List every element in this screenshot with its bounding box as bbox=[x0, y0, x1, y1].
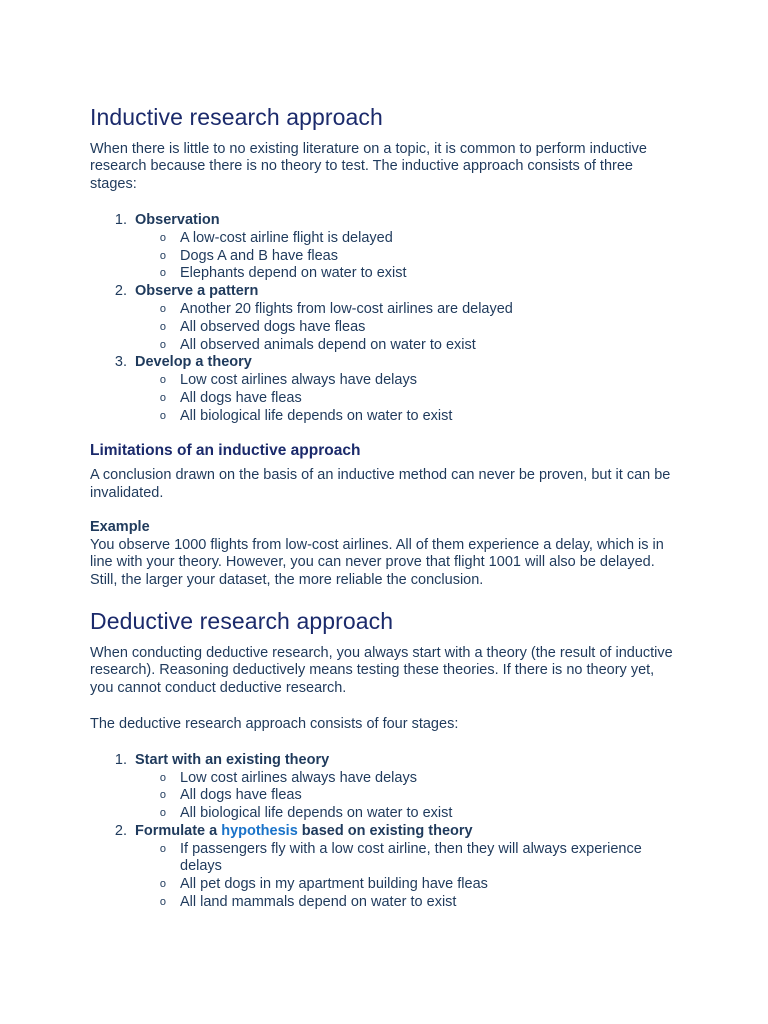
stage-number: 1. bbox=[114, 751, 127, 768]
circle-bullet-icon: o bbox=[159, 267, 166, 280]
stage-number: 3. bbox=[114, 354, 127, 371]
list-item: o All observed animals depend on water to exist bbox=[90, 337, 678, 355]
inductive-intro: When there is little to no existing literature on a topic, it is common to perform inductive research because there is no theory to test. The inductive approach consists of three stages: bbox=[90, 140, 647, 193]
list-item: o A low-cost airline flight is delayed bbox=[90, 230, 678, 248]
circle-bullet-icon: o bbox=[159, 807, 166, 820]
list-item: o All pet dogs in my apartment building have fleas bbox=[90, 876, 678, 894]
circle-bullet-icon: o bbox=[159, 320, 166, 333]
stage-label: Observation bbox=[135, 211, 220, 228]
list-item: o All dogs have fleas bbox=[90, 787, 678, 805]
stage-number: 1. bbox=[114, 211, 127, 228]
section-title-inductive: Inductive research approach bbox=[90, 104, 383, 130]
circle-bullet-icon: o bbox=[159, 249, 166, 262]
circle-bullet-icon: o bbox=[159, 338, 166, 351]
list-item: o All land mammals depend on water to exist bbox=[90, 894, 678, 912]
list-item: o Low cost airlines always have delays bbox=[90, 372, 678, 390]
hypothesis-link[interactable]: hypothesis bbox=[221, 822, 298, 839]
deductive-intro: When conducting deductive research, you always start with a theory (the result of inductive research). Reasoning deductively means testing these theories. If there is no theory yet, you cannot conduct deductive research. bbox=[90, 644, 673, 697]
stage-label: Start with an existing theory bbox=[135, 751, 330, 768]
deductive-stages-list bbox=[90, 752, 678, 912]
list-item bbox=[90, 354, 678, 425]
list-item: o Another 20 flights from low-cost airlines are delayed bbox=[90, 301, 678, 319]
example-heading: Example bbox=[90, 518, 150, 535]
list-item: o Elephants depend on water to exist bbox=[90, 265, 678, 283]
list-item bbox=[90, 823, 678, 912]
section-title-deductive: Deductive research approach bbox=[90, 607, 394, 634]
circle-bullet-icon: o bbox=[159, 374, 166, 387]
circle-bullet-icon: o bbox=[159, 409, 166, 422]
list-item: o All biological life depends on water to exist bbox=[90, 408, 678, 426]
list-item bbox=[90, 283, 678, 354]
circle-bullet-icon: o bbox=[159, 896, 166, 909]
circle-bullet-icon: o bbox=[159, 771, 166, 784]
list-item: o Dogs A and B have fleas bbox=[90, 248, 678, 266]
circle-bullet-icon: o bbox=[159, 391, 166, 404]
list-item: o All biological life depends on water to exist bbox=[90, 805, 678, 823]
list-item: o Low cost airlines always have delays bbox=[90, 770, 678, 788]
circle-bullet-icon: o bbox=[159, 842, 166, 855]
stage-label: Formulate a hypothesis based on existing theory bbox=[135, 822, 473, 839]
stage-label: Develop a theory bbox=[135, 354, 252, 371]
list-item bbox=[90, 752, 678, 823]
example-text: You observe 1000 flights from low-cost airlines. All of them experience a delay, which is in line with your theory. However, you can never prove that flight 1001 will also be delayed. Still, the larger your dataset, the more reliable the conclusion. bbox=[90, 536, 664, 589]
deductive-stages-intro: The deductive research approach consists of four stages: bbox=[90, 715, 459, 732]
stage-number: 2. bbox=[114, 822, 127, 839]
inductive-stages-list bbox=[90, 212, 678, 426]
limitations-heading: Limitations of an inductive approach bbox=[90, 441, 361, 459]
limitations-text: A conclusion drawn on the basis of an inductive method can never be proven, but it can be invalidated. bbox=[90, 467, 671, 501]
circle-bullet-icon: o bbox=[159, 231, 166, 244]
stage-number: 2. bbox=[114, 283, 127, 300]
circle-bullet-icon: o bbox=[159, 302, 166, 315]
circle-bullet-icon: o bbox=[159, 789, 166, 802]
circle-bullet-icon: o bbox=[159, 878, 166, 891]
stage-label: Observe a pattern bbox=[135, 283, 259, 300]
list-item bbox=[90, 212, 678, 283]
list-item: o All dogs have fleas bbox=[90, 390, 678, 408]
list-item: o If passengers fly with a low cost airline, then they will always experience delays bbox=[90, 841, 678, 877]
list-item: o All observed dogs have fleas bbox=[90, 319, 678, 337]
